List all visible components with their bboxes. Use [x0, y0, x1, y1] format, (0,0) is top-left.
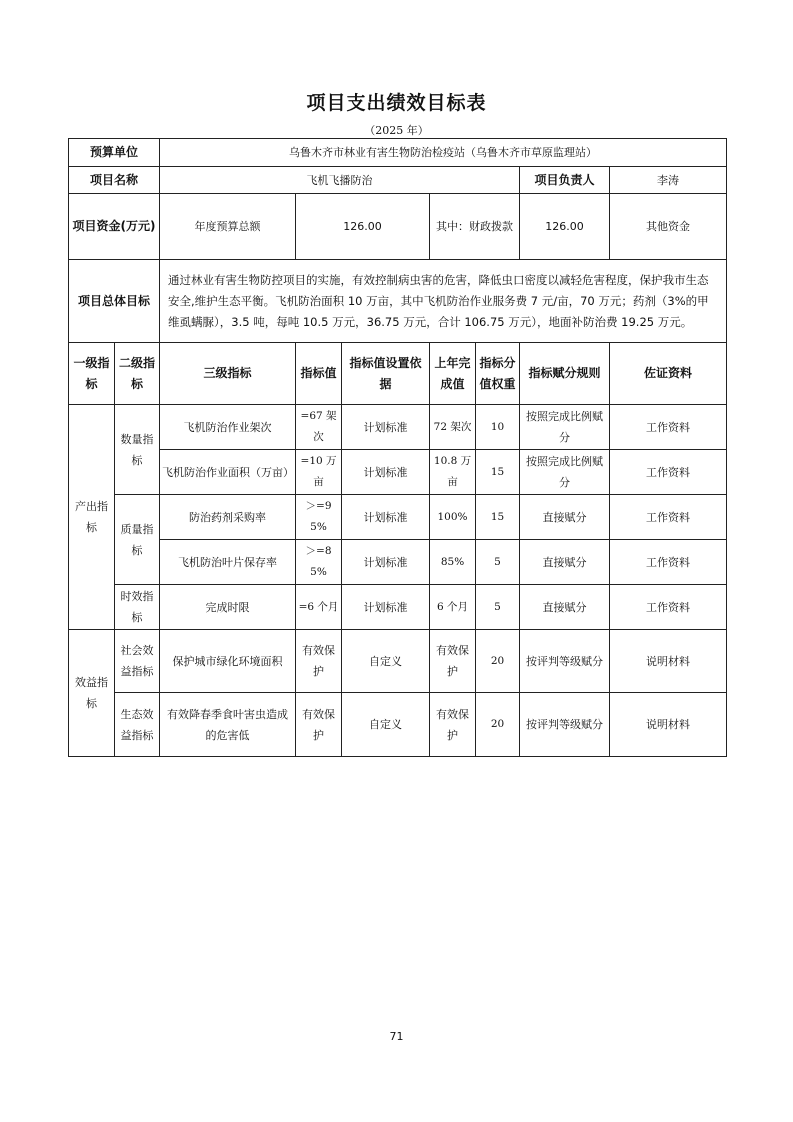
- performance-table: [68, 138, 727, 757]
- cell-basis: 计划标准: [342, 540, 430, 585]
- cell-last: 有效保护: [430, 693, 476, 757]
- group-output: 产出指标: [69, 405, 115, 630]
- cell-last: 72 架次: [430, 405, 476, 450]
- cell-value: =6 个月: [296, 585, 342, 630]
- cell-proof: 工作资料: [610, 495, 727, 540]
- fund-label: 项目资金(万元): [69, 194, 160, 260]
- fund-other-label: 其他资金: [610, 194, 727, 260]
- project-row: [69, 167, 727, 194]
- header-basis: 指标值设置依据: [342, 343, 430, 405]
- cell-basis: 自定义: [342, 630, 430, 693]
- cell-weight: 10: [476, 405, 520, 450]
- fund-row: [69, 194, 727, 260]
- cell-value: 有效保护: [296, 693, 342, 757]
- fund-total-value: 126.00: [296, 194, 430, 260]
- cell-basis: 计划标准: [342, 495, 430, 540]
- group-quality: 质量指标: [115, 495, 160, 585]
- cell-basis: 计划标准: [342, 405, 430, 450]
- group-social: 社会效益指标: [115, 630, 160, 693]
- cell-last: 85%: [430, 540, 476, 585]
- cell-proof: 说明材料: [610, 693, 727, 757]
- cell-weight: 15: [476, 450, 520, 495]
- header-proof: 佐证资料: [610, 343, 727, 405]
- header-rule: 指标赋分规则: [520, 343, 610, 405]
- cell-proof: 工作资料: [610, 540, 727, 585]
- cell-weight: 15: [476, 495, 520, 540]
- table-row: [69, 495, 727, 540]
- cell-rule: 按评判等级赋分: [520, 630, 610, 693]
- cell-proof: 工作资料: [610, 585, 727, 630]
- group-quantity: 数量指标: [115, 405, 160, 495]
- group-benefit: 效益指标: [69, 630, 115, 757]
- table-row: [69, 693, 727, 757]
- table-row: [69, 450, 727, 495]
- page-number: 71: [389, 1030, 404, 1043]
- cell-proof: 工作资料: [610, 405, 727, 450]
- unit-row: [69, 139, 727, 167]
- cell-value: =67 架次: [296, 405, 342, 450]
- header-weight: 指标分值权重: [476, 343, 520, 405]
- cell-l3: 有效降春季食叶害虫造成的危害低: [160, 693, 296, 757]
- cell-rule: 按照完成比例赋分: [520, 405, 610, 450]
- header-l3: 三级指标: [160, 343, 296, 405]
- cell-proof: 工作资料: [610, 450, 727, 495]
- unit-label: 预算单位: [69, 139, 160, 167]
- cell-l3: 飞机防治叶片保存率: [160, 540, 296, 585]
- cell-proof: 说明材料: [610, 630, 727, 693]
- cell-value: 有效保护: [296, 630, 342, 693]
- manager-value: 李涛: [610, 167, 727, 194]
- fund-fiscal-value: 126.00: [520, 194, 610, 260]
- group-eco: 生态效益指标: [115, 693, 160, 757]
- table-row: [69, 585, 727, 630]
- table-row: [69, 630, 727, 693]
- cell-rule: 直接赋分: [520, 585, 610, 630]
- goal-text: 通过林业有害生物防控项目的实施，有效控制病虫害的危害，降低虫口密度以减轻危害程度，保护我市生态安全,维护生态平衡。飞机防治面积 10 万亩，其中飞机防治作业服务费 7 元/亩，70 万元；药剂（3%的甲维虱螨脲），3.5 吨，每吨 10.5 万元，36.75 万元，合计 106.75 万元），地面补防治费 19.25 万元。: [160, 260, 727, 343]
- unit-value: 乌鲁木齐市林业有害生物防治检疫站（乌鲁木齐市草原监理站）: [160, 139, 727, 167]
- cell-l3: 保护城市绿化环境面积: [160, 630, 296, 693]
- page-title: 项目支出绩效目标表: [306, 92, 487, 114]
- cell-value: ＞=85%: [296, 540, 342, 585]
- fund-fiscal-label: 其中：财政拨款: [430, 194, 520, 260]
- cell-weight: 5: [476, 585, 520, 630]
- cell-basis: 计划标准: [342, 450, 430, 495]
- cell-l3: 完成时限: [160, 585, 296, 630]
- cell-last: 6 个月: [430, 585, 476, 630]
- header-l1: 一级指标: [69, 343, 115, 405]
- cell-weight: 20: [476, 693, 520, 757]
- table-row: [69, 405, 727, 450]
- cell-basis: 自定义: [342, 693, 430, 757]
- cell-weight: 20: [476, 630, 520, 693]
- header-last: 上年完成值: [430, 343, 476, 405]
- header-l2: 二级指标: [115, 343, 160, 405]
- cell-l3: 飞机防治作业架次: [160, 405, 296, 450]
- group-timeliness: 时效指标: [115, 585, 160, 630]
- fund-total-label: 年度预算总额: [160, 194, 296, 260]
- year-label: （2025 年）: [364, 124, 429, 137]
- table-row: [69, 540, 727, 585]
- cell-last: 有效保护: [430, 630, 476, 693]
- cell-rule: 直接赋分: [520, 540, 610, 585]
- cell-weight: 5: [476, 540, 520, 585]
- cell-value: =10 万亩: [296, 450, 342, 495]
- goal-row: [69, 260, 727, 343]
- cell-rule: 直接赋分: [520, 495, 610, 540]
- cell-l3: 飞机防治作业面积（万亩）: [160, 450, 296, 495]
- header-value: 指标值: [296, 343, 342, 405]
- cell-rule: 按评判等级赋分: [520, 693, 610, 757]
- header-row: [69, 343, 727, 405]
- project-value: 飞机飞播防治: [160, 167, 520, 194]
- cell-basis: 计划标准: [342, 585, 430, 630]
- cell-rule: 按照完成比例赋分: [520, 450, 610, 495]
- cell-l3: 防治药剂采购率: [160, 495, 296, 540]
- project-label: 项目名称: [69, 167, 160, 194]
- cell-last: 100%: [430, 495, 476, 540]
- cell-value: ＞=95%: [296, 495, 342, 540]
- manager-label: 项目负责人: [520, 167, 610, 194]
- goal-label: 项目总体目标: [69, 260, 160, 343]
- cell-last: 10.8 万亩: [430, 450, 476, 495]
